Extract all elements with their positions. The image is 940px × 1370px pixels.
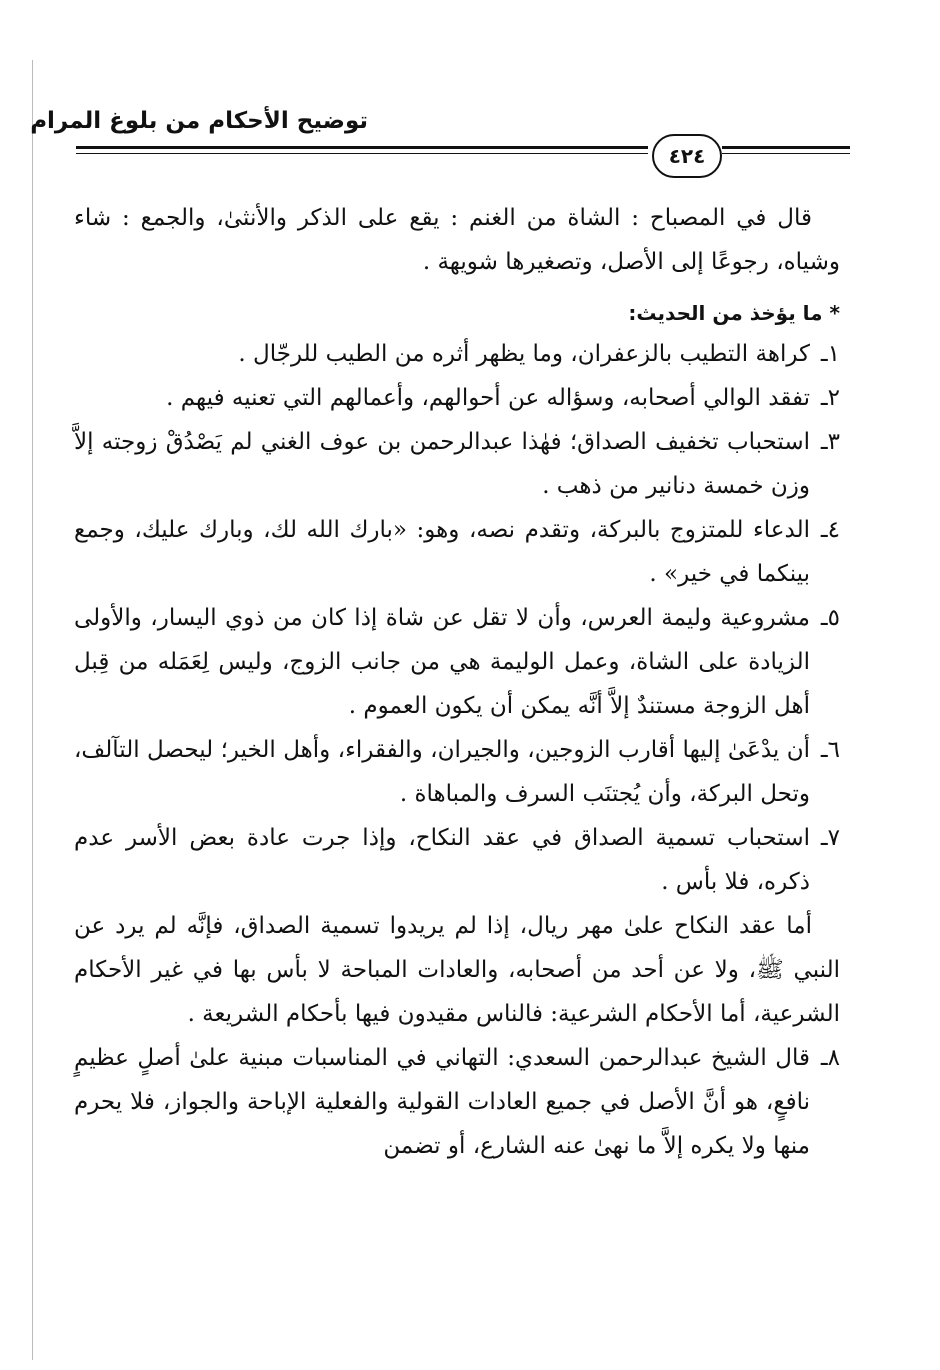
item-number: ٥ـ [820,605,840,631]
list-item [74,1036,840,1168]
running-header-title: توضيح الأحكام من بلوغ المرام [30,108,368,134]
item-number: ١ـ [820,341,840,367]
item-number: ٨ـ [820,1045,840,1071]
item-number: ٣ـ [820,429,840,455]
item-text: استحباب تسمية الصداق في عقد النكاح، وإذا جرت عادة بعض الأسر عدم ذكره، فلا بأس . [74,825,810,895]
item-number: ٤ـ [820,517,840,543]
item-text: استحباب تخفيف الصداق؛ فهٰذا عبدالرحمن بن عوف الغني لم يَصْدُقْ زوجته إلاَّ وزن خمسة دنانير من ذهب . [74,429,810,499]
item-text: أن يدْعَىٰ إليها أقارب الزوجين، والجيران، والفقراء، وأهل الخير؛ ليحصل التآلف، وتحل البركة، وأن يُجتنَب السرف والمباهاة . [74,737,810,807]
list-item [74,508,840,596]
header-rule-top-left [76,146,648,149]
list-item [74,596,840,728]
item-text: قال الشيخ عبدالرحمن السعدي: التهاني في المناسبات مبنية علىٰ أصلٍ عظيمٍ نافعٍ، هو أنَّ الأصل في جميع العادات القولية والفعلية الإباحة والجواز، فلا يحرم منها ولا يكره إلاَّ ما نهىٰ عنه الشارع، أو تضمن [74,1045,810,1159]
page-body [74,196,840,1168]
list-item [74,728,840,816]
intro-paragraph: قال في المصباح : الشاة من الغنم : يقع على الذكر والأنثىٰ، والجمع : شاء وشياه، رجوعًا إلى الأصل، وتصغيرها شويهة . [74,205,840,275]
list-item [74,332,840,376]
paragraph-after-item-7: أما عقد النكاح علىٰ مهر ريال، إذا لم يريدوا تسمية الصداق، فإنَّه لم يرد عن النبي ﷺ، ولا عن أحد من أصحابه، والعادات المباحة لا بأس بها في غير الأحكام الشرعية، أما الأحكام الشرعية: فالناس مقيدون فيها بأحكام الشريعة . [74,913,840,1027]
header-rule-bottom-right [722,153,850,154]
header-rule-top-right [722,146,850,149]
list-item [74,420,840,508]
item-number: ٢ـ [820,385,840,411]
page-number: ٤٢٤ [668,144,706,168]
list-item [74,816,840,904]
item-number: ٦ـ [820,737,840,763]
item-text: كراهة التطيب بالزعفران، وما يظهر أثره من الطيب للرجّال . [238,341,810,367]
item-number: ٧ـ [820,825,840,851]
list-item [74,376,840,420]
section-title: * ما يؤخذ من الحديث: [628,301,840,325]
item-text: تفقد الوالي أصحابه، وسؤاله عن أحوالهم، وأعمالهم التي تعنيه فيهم . [166,385,810,411]
header-rule-bottom-left [76,153,648,154]
page-edge-line [32,60,33,1360]
item-text: مشروعية وليمة العرس، وأن لا تقل عن شاة إذا كان من ذوي اليسار، والأولى الزيادة على الشاة، وعمل الوليمة هي من جانب الزوج، وليس لِعَمَله من قِبل أهل الزوجة مستندٌ إلاَّ أنَّه يمكن أن يكون العموم . [74,605,810,719]
page-number-badge [652,134,722,178]
item-text: الدعاء للمتزوج بالبركة، وتقدم نصه، وهو: «بارك الله لك، وبارك عليك، وجمع بينكما في خير» . [74,517,810,587]
